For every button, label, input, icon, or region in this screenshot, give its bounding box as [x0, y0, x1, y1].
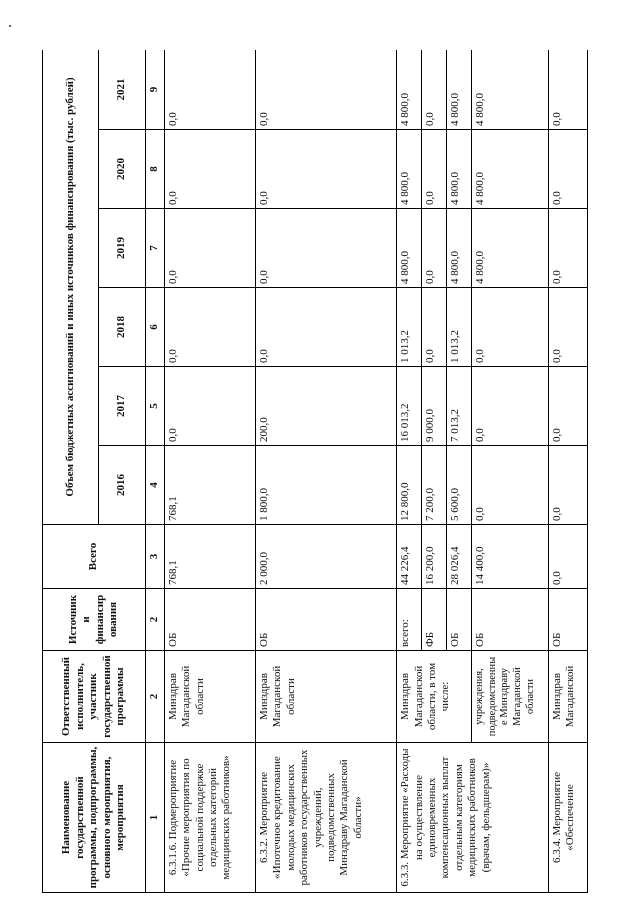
- row-source: ОБ: [548, 589, 587, 651]
- row-value-2016: 5 600,0: [446, 446, 471, 525]
- col-num-3: 2: [145, 589, 164, 651]
- row-source: ФБ: [421, 589, 446, 651]
- scan-speck: [9, 25, 11, 27]
- col-num-5: 4: [145, 446, 164, 525]
- row-total: 44 226,4: [397, 525, 422, 589]
- row-value-2017: 16 013,2: [397, 367, 422, 446]
- row-value-2017: 9 000,0: [421, 367, 446, 446]
- row-value-2021: 4 800,0: [471, 50, 548, 130]
- row-value-2020: 0,0: [164, 130, 255, 209]
- col-num-4: 3: [145, 525, 164, 589]
- table-row: [164, 50, 255, 893]
- row-value-2019: 4 800,0: [471, 209, 548, 288]
- row-value-2021: 4 800,0: [446, 50, 471, 130]
- col-num-2: 2: [145, 651, 164, 743]
- row-value-2020: 4 800,0: [471, 130, 548, 209]
- funding-table: [42, 50, 588, 893]
- col-num-8: 7: [145, 209, 164, 288]
- table-row: [397, 50, 422, 893]
- row-value-2018: 1 013,2: [446, 288, 471, 367]
- row-value-2021: 0,0: [548, 50, 587, 130]
- row-value-2017: 0,0: [471, 367, 548, 446]
- row-name: 6.3.3. Мероприятие «Расходы на осуществление единовременных компенсационных выплат отдельным категориям медицинских работников (врачам, фельдшерам)»: [397, 743, 548, 893]
- row-value-2017: 200,0: [256, 367, 397, 446]
- header-year-2017: 2017: [99, 367, 146, 446]
- row-total: 14 400,0: [471, 525, 548, 589]
- col-num-9: 8: [145, 130, 164, 209]
- row-value-2018: 0,0: [548, 288, 587, 367]
- row-executor: учреждения, подведомственны е Минздраву Магаданской области: [471, 651, 548, 743]
- row-value-2019: 4 800,0: [446, 209, 471, 288]
- header-year-2020: 2020: [99, 130, 146, 209]
- row-value-2019: 0,0: [164, 209, 255, 288]
- row-value-2016: 7 200,0: [421, 446, 446, 525]
- header-source: Источник и финансир ования: [43, 589, 146, 651]
- row-executor: Минздрав Магаданской области, в том числе:: [397, 651, 472, 743]
- header-year-2018: 2018: [99, 288, 146, 367]
- header-year-2021: 2021: [99, 50, 146, 130]
- row-value-2016: 0,0: [548, 446, 587, 525]
- row-total: 2 000,0: [256, 525, 397, 589]
- row-value-2016: 0,0: [471, 446, 548, 525]
- row-value-2021: 0,0: [256, 50, 397, 130]
- row-value-2019: 0,0: [421, 209, 446, 288]
- row-value-2020: 0,0: [421, 130, 446, 209]
- col-num-6: 5: [145, 367, 164, 446]
- row-name: 6.3.2. Мероприятие «Ипотечное кредитование молодых медицинских работников государственных учреждений, подведомственных Минздраву Магаданской области»: [256, 743, 397, 893]
- row-source: всего:: [397, 589, 422, 651]
- row-executor: Минздрав Магаданской: [548, 651, 587, 743]
- row-value-2016: 1 800,0: [256, 446, 397, 525]
- col-num-1: 1: [145, 743, 164, 893]
- row-value-2020: 4 800,0: [397, 130, 422, 209]
- row-value-2017: 0,0: [548, 367, 587, 446]
- row-source: ОБ: [471, 589, 548, 651]
- row-value-2018: 0,0: [164, 288, 255, 367]
- row-value-2020: 0,0: [256, 130, 397, 209]
- row-value-2021: 0,0: [164, 50, 255, 130]
- row-executor: Минздрав Магаданской области: [164, 651, 255, 743]
- row-value-2019: 4 800,0: [397, 209, 422, 288]
- row-total: 0,0: [548, 525, 587, 589]
- row-value-2020: 4 800,0: [446, 130, 471, 209]
- row-total: 28 026,4: [446, 525, 471, 589]
- row-value-2021: 0,0: [421, 50, 446, 130]
- row-value-2019: 0,0: [548, 209, 587, 288]
- header-total: Всего: [43, 525, 146, 589]
- row-source: ОБ: [164, 589, 255, 651]
- page-frame: [42, 50, 588, 893]
- row-source: ОБ: [446, 589, 471, 651]
- header-funding: Объем бюджетных ассигнований и иных источников финансирования (тыс. рублей): [43, 50, 99, 525]
- row-value-2018: 0,0: [421, 288, 446, 367]
- row-value-2018: 0,0: [471, 288, 548, 367]
- table-row: [256, 50, 397, 893]
- row-value-2018: 0,0: [256, 288, 397, 367]
- row-total: 16 200,0: [421, 525, 446, 589]
- row-executor: Минздрав Магаданской области: [256, 651, 397, 743]
- rotated-table-container: [42, 50, 588, 893]
- row-value-2018: 1 013,2: [397, 288, 422, 367]
- header-row-1: [43, 50, 99, 893]
- col-num-10: 9: [145, 50, 164, 130]
- row-value-2016: 12 800,0: [397, 446, 422, 525]
- row-value-2019: 0,0: [256, 209, 397, 288]
- header-name: Наименование государственной программы, подпрограммы, основного мероприятия, мероприятия: [43, 743, 146, 893]
- header-executor: Ответственный исполнитель, участник государственной программы: [43, 651, 146, 743]
- table-row: [548, 50, 587, 893]
- row-value-2020: 0,0: [548, 130, 587, 209]
- row-value-2017: 0,0: [164, 367, 255, 446]
- row-name: 6.3.4. Мероприятие «Обеспечение: [548, 743, 587, 893]
- row-source: ОБ: [256, 589, 397, 651]
- header-year-2019: 2019: [99, 209, 146, 288]
- row-value-2017: 7 013,2: [446, 367, 471, 446]
- row-value-2016: 768,1: [164, 446, 255, 525]
- col-num-7: 6: [145, 288, 164, 367]
- header-year-2016: 2016: [99, 446, 146, 525]
- column-number-row: [145, 50, 164, 893]
- row-name: 6.3.1.6. Подмероприятие «Прочие мероприятия по социальной поддержке отдельных категорий медицинских работников»: [164, 743, 255, 893]
- row-value-2021: 4 800,0: [397, 50, 422, 130]
- row-total: 768,1: [164, 525, 255, 589]
